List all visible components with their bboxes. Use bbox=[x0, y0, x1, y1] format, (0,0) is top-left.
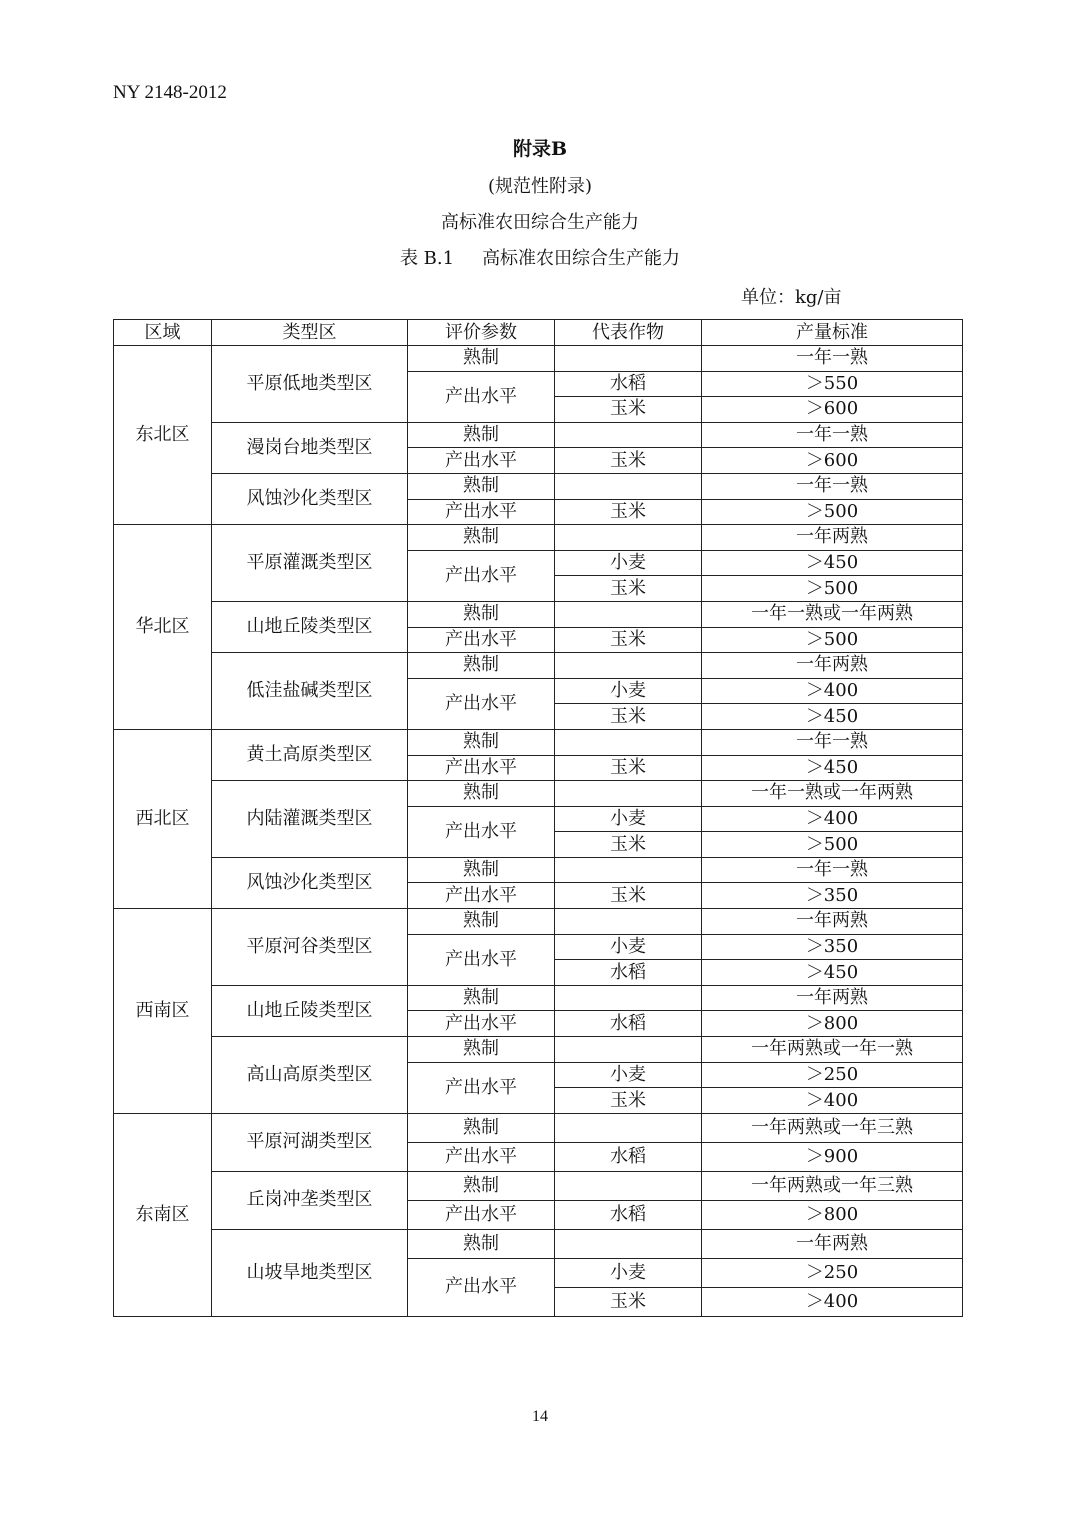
table-row bbox=[114, 346, 963, 372]
type-zone-cell: 平原低地类型区 bbox=[212, 346, 408, 423]
crop-cell: 小麦 bbox=[555, 806, 702, 832]
standard-number: NY 2148-2012 bbox=[113, 82, 227, 103]
crop-cell: 水稻 bbox=[555, 1011, 702, 1037]
type-zone-cell: 平原河谷类型区 bbox=[212, 909, 408, 986]
parameter-cell: 产出水平 bbox=[408, 755, 555, 781]
table-header-row bbox=[114, 320, 963, 346]
type-zone-cell: 高山高原类型区 bbox=[212, 1037, 408, 1114]
type-zone-cell: 平原河湖类型区 bbox=[212, 1113, 408, 1171]
yield-cell: ＞500 bbox=[702, 627, 963, 653]
crop-cell: 玉米 bbox=[555, 1088, 702, 1114]
parameter-cell: 熟制 bbox=[408, 1113, 555, 1142]
parameter-cell: 熟制 bbox=[408, 525, 555, 551]
page-number: 14 bbox=[532, 1408, 548, 1425]
parameter-cell: 熟制 bbox=[408, 422, 555, 448]
crop-cell: 小麦 bbox=[555, 550, 702, 576]
type-zone-cell: 山地丘陵类型区 bbox=[212, 985, 408, 1036]
yield-cell: ＞600 bbox=[702, 397, 963, 423]
crop-cell: 玉米 bbox=[555, 832, 702, 858]
crop-cell: 小麦 bbox=[555, 678, 702, 704]
system-value-cell: 一年一熟 bbox=[702, 857, 963, 883]
region-cell: 东南区 bbox=[114, 1113, 212, 1316]
parameter-cell: 产出水平 bbox=[408, 1258, 555, 1316]
parameter-cell: 产出水平 bbox=[408, 1142, 555, 1171]
parameter-cell: 熟制 bbox=[408, 601, 555, 627]
crop-cell: 玉米 bbox=[555, 883, 702, 909]
crop-cell: 玉米 bbox=[555, 1287, 702, 1316]
yield-cell: ＞400 bbox=[702, 1088, 963, 1114]
table-number: 表 B.1 bbox=[399, 248, 455, 269]
table-row bbox=[114, 1171, 963, 1200]
type-zone-cell: 平原灌溉类型区 bbox=[212, 525, 408, 602]
crop-cell bbox=[555, 729, 702, 755]
parameter-cell: 熟制 bbox=[408, 346, 555, 372]
yield-cell: ＞250 bbox=[702, 1258, 963, 1287]
region-cell: 西南区 bbox=[114, 909, 212, 1114]
crop-cell bbox=[555, 857, 702, 883]
yield-cell: ＞400 bbox=[702, 1287, 963, 1316]
table-title: 高标准农田综合生产能力 bbox=[482, 248, 681, 269]
crop-cell: 小麦 bbox=[555, 934, 702, 960]
system-value-cell: 一年一熟或一年两熟 bbox=[702, 601, 963, 627]
table-row bbox=[114, 1113, 963, 1142]
crop-cell: 小麦 bbox=[555, 1258, 702, 1287]
system-value-cell: 一年一熟 bbox=[702, 729, 963, 755]
type-zone-cell: 山地丘陵类型区 bbox=[212, 601, 408, 652]
table-row bbox=[114, 1229, 963, 1258]
table-row bbox=[114, 857, 963, 883]
appendix-type: (规范性附录) bbox=[487, 176, 593, 197]
crop-cell bbox=[555, 985, 702, 1011]
parameter-cell: 熟制 bbox=[408, 857, 555, 883]
crop-cell: 水稻 bbox=[555, 371, 702, 397]
yield-cell: ＞350 bbox=[702, 934, 963, 960]
production-capacity-table bbox=[113, 319, 963, 1317]
yield-cell: ＞450 bbox=[702, 550, 963, 576]
type-zone-cell: 风蚀沙化类型区 bbox=[212, 473, 408, 524]
system-value-cell: 一年一熟 bbox=[702, 473, 963, 499]
system-value-cell: 一年两熟 bbox=[702, 525, 963, 551]
parameter-cell: 产出水平 bbox=[408, 1062, 555, 1113]
yield-cell: ＞350 bbox=[702, 883, 963, 909]
crop-cell bbox=[555, 422, 702, 448]
crop-cell: 玉米 bbox=[555, 448, 702, 474]
parameter-cell: 产出水平 bbox=[408, 1200, 555, 1229]
system-value-cell: 一年一熟 bbox=[702, 346, 963, 372]
header-type-zone: 类型区 bbox=[212, 320, 408, 346]
system-value-cell: 一年两熟 bbox=[702, 909, 963, 935]
crop-cell bbox=[555, 1037, 702, 1063]
parameter-cell: 熟制 bbox=[408, 909, 555, 935]
parameter-cell: 熟制 bbox=[408, 473, 555, 499]
type-zone-cell: 黄土高原类型区 bbox=[212, 729, 408, 780]
system-value-cell: 一年两熟或一年三熟 bbox=[702, 1113, 963, 1142]
parameter-cell: 产出水平 bbox=[408, 1011, 555, 1037]
region-cell: 东北区 bbox=[114, 346, 212, 525]
system-value-cell: 一年两熟 bbox=[702, 1229, 963, 1258]
yield-cell: ＞250 bbox=[702, 1062, 963, 1088]
parameter-cell: 产出水平 bbox=[408, 627, 555, 653]
table-row bbox=[114, 601, 963, 627]
parameter-cell: 产出水平 bbox=[408, 678, 555, 729]
header-yield-standard: 产量标准 bbox=[702, 320, 963, 346]
crop-cell: 水稻 bbox=[555, 1200, 702, 1229]
table-row bbox=[114, 909, 963, 935]
crop-cell: 玉米 bbox=[555, 499, 702, 525]
system-value-cell: 一年两熟 bbox=[702, 985, 963, 1011]
yield-cell: ＞500 bbox=[702, 499, 963, 525]
unit-label: 单位：kg/亩 bbox=[741, 287, 842, 308]
crop-cell: 水稻 bbox=[555, 1142, 702, 1171]
system-value-cell: 一年两熟或一年一熟 bbox=[702, 1037, 963, 1063]
yield-cell: ＞450 bbox=[702, 704, 963, 730]
system-value-cell: 一年一熟或一年两熟 bbox=[702, 781, 963, 807]
header-crop: 代表作物 bbox=[555, 320, 702, 346]
header-region: 区域 bbox=[114, 320, 212, 346]
system-value-cell: 一年一熟 bbox=[702, 422, 963, 448]
yield-cell: ＞450 bbox=[702, 960, 963, 986]
yield-cell: ＞800 bbox=[702, 1011, 963, 1037]
yield-cell: ＞400 bbox=[702, 678, 963, 704]
crop-cell: 玉米 bbox=[555, 755, 702, 781]
type-zone-cell: 低洼盐碱类型区 bbox=[212, 653, 408, 730]
crop-cell bbox=[555, 601, 702, 627]
crop-cell bbox=[555, 346, 702, 372]
parameter-cell: 熟制 bbox=[408, 729, 555, 755]
type-zone-cell: 山坡旱地类型区 bbox=[212, 1229, 408, 1316]
parameter-cell: 产出水平 bbox=[408, 934, 555, 985]
yield-cell: ＞450 bbox=[702, 755, 963, 781]
table-body bbox=[114, 346, 963, 1317]
appendix-title: 附录B bbox=[512, 138, 568, 160]
type-zone-cell: 内陆灌溉类型区 bbox=[212, 781, 408, 858]
yield-cell: ＞500 bbox=[702, 832, 963, 858]
parameter-cell: 产出水平 bbox=[408, 806, 555, 857]
type-zone-cell: 丘岗冲垄类型区 bbox=[212, 1171, 408, 1229]
crop-cell bbox=[555, 1171, 702, 1200]
parameter-cell: 熟制 bbox=[408, 1171, 555, 1200]
parameter-cell: 熟制 bbox=[408, 985, 555, 1011]
table-row bbox=[114, 525, 963, 551]
parameter-cell: 产出水平 bbox=[408, 448, 555, 474]
parameter-cell: 产出水平 bbox=[408, 499, 555, 525]
region-cell: 华北区 bbox=[114, 525, 212, 730]
parameter-cell: 熟制 bbox=[408, 653, 555, 679]
yield-cell: ＞500 bbox=[702, 576, 963, 602]
parameter-cell: 熟制 bbox=[408, 1037, 555, 1063]
table-row bbox=[114, 985, 963, 1011]
table-row bbox=[114, 422, 963, 448]
table-row bbox=[114, 729, 963, 755]
crop-cell: 玉米 bbox=[555, 704, 702, 730]
table-row bbox=[114, 1037, 963, 1063]
crop-cell bbox=[555, 909, 702, 935]
type-zone-cell: 风蚀沙化类型区 bbox=[212, 857, 408, 908]
yield-cell: ＞800 bbox=[702, 1200, 963, 1229]
crop-cell: 玉米 bbox=[555, 397, 702, 423]
parameter-cell: 熟制 bbox=[408, 781, 555, 807]
crop-cell bbox=[555, 525, 702, 551]
system-value-cell: 一年两熟或一年三熟 bbox=[702, 1171, 963, 1200]
parameter-cell: 产出水平 bbox=[408, 883, 555, 909]
yield-cell: ＞900 bbox=[702, 1142, 963, 1171]
table-row bbox=[114, 653, 963, 679]
yield-cell: ＞400 bbox=[702, 806, 963, 832]
crop-cell bbox=[555, 473, 702, 499]
yield-cell: ＞550 bbox=[702, 371, 963, 397]
header-parameter: 评价参数 bbox=[408, 320, 555, 346]
type-zone-cell: 漫岗台地类型区 bbox=[212, 422, 408, 473]
parameter-cell: 熟制 bbox=[408, 1229, 555, 1258]
table-caption bbox=[0, 244, 1080, 270]
crop-cell bbox=[555, 781, 702, 807]
parameter-cell: 产出水平 bbox=[408, 371, 555, 422]
table-row bbox=[114, 781, 963, 807]
crop-cell: 水稻 bbox=[555, 960, 702, 986]
region-cell: 西北区 bbox=[114, 729, 212, 908]
crop-cell bbox=[555, 1113, 702, 1142]
crop-cell bbox=[555, 1229, 702, 1258]
table-row bbox=[114, 473, 963, 499]
crop-cell bbox=[555, 653, 702, 679]
crop-cell: 小麦 bbox=[555, 1062, 702, 1088]
appendix-heading: 高标准农田综合生产能力 bbox=[441, 212, 639, 233]
parameter-cell: 产出水平 bbox=[408, 550, 555, 601]
system-value-cell: 一年两熟 bbox=[702, 653, 963, 679]
crop-cell: 玉米 bbox=[555, 576, 702, 602]
yield-cell: ＞600 bbox=[702, 448, 963, 474]
crop-cell: 玉米 bbox=[555, 627, 702, 653]
